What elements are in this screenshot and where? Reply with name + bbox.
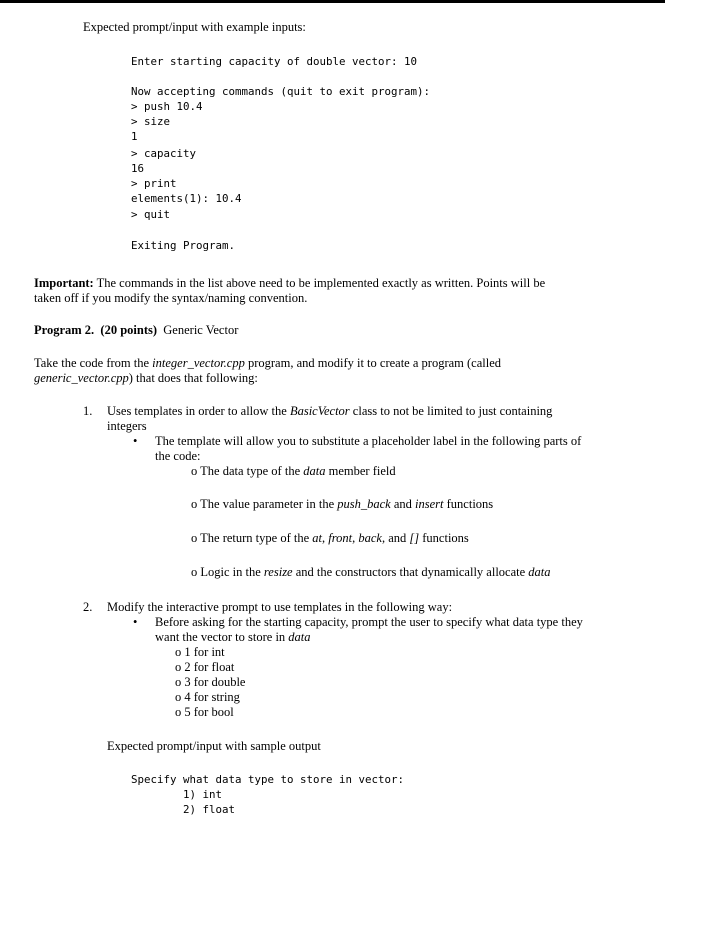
text: , and <box>381 531 410 545</box>
emphasis: back <box>358 531 382 545</box>
item-2-line-1: Modify the interactive prompt to use templates in the following way: <box>107 600 453 614</box>
list-number: 2. <box>83 600 93 614</box>
text: program, and modify it to create a program (called <box>244 356 502 370</box>
console-line: Exiting Program. <box>131 239 236 252</box>
take-code-line-2 <box>34 371 258 386</box>
option-item <box>175 690 240 705</box>
option-text: 5 for bool <box>184 705 234 719</box>
option-item <box>175 645 225 660</box>
text: functions <box>419 531 469 545</box>
text: member field <box>325 464 396 478</box>
program-2-label: Program 2. <box>34 323 95 337</box>
text: The value parameter in the <box>200 497 338 511</box>
class-name: BasicVector <box>289 404 350 418</box>
item-1-line-1 <box>107 404 552 419</box>
option-text: 1 for int <box>184 645 225 659</box>
program-2-title: Generic Vector <box>163 323 239 337</box>
console-line: > size <box>131 115 171 128</box>
sub-item-4 <box>191 565 551 580</box>
circle-bullet-icon: o <box>191 464 198 478</box>
console-line: > print <box>131 177 177 190</box>
circle-bullet-icon: o <box>191 531 198 545</box>
console-line: Enter starting capacity of double vector: 10 <box>131 55 418 68</box>
text: Logic in the <box>200 565 264 579</box>
important-line-2: taken off if you modify the syntax/naming convention. <box>34 291 308 305</box>
item-2-bullet-line-1: Before asking for the starting capacity, prompt the user to specify what data type they <box>155 615 583 629</box>
text: Take the code from the <box>34 356 153 370</box>
text: class to not be limited to just containing <box>349 404 553 418</box>
sub-item-1 <box>191 464 396 479</box>
list-number: 1. <box>83 404 93 418</box>
text: and <box>390 497 416 511</box>
console-line: Now accepting commands (quit to exit program): <box>131 85 431 98</box>
emphasis: push_back <box>337 497 391 511</box>
console-line: 2) float <box>131 803 236 816</box>
take-code-line-1 <box>34 356 501 371</box>
important-label: Important: <box>34 276 94 290</box>
circle-bullet-icon: o <box>175 660 182 674</box>
item-2-bullet-line-2 <box>155 630 311 645</box>
circle-bullet-icon: o <box>175 645 182 659</box>
option-item <box>175 660 234 675</box>
program-2-points: (20 points) <box>100 323 158 337</box>
text: , <box>322 531 329 545</box>
item-1-bullet-line-1: The template will allow you to substitute a placeholder label in the following parts of <box>155 434 582 448</box>
circle-bullet-icon: o <box>191 497 198 511</box>
file-name: generic_vector.cpp <box>34 371 129 385</box>
sub-item-3 <box>191 531 469 546</box>
text: The data type of the <box>200 464 304 478</box>
circle-bullet-icon: o <box>175 675 182 689</box>
option-text: 4 for string <box>184 690 240 704</box>
item-1-bullet-line-2: the code: <box>155 449 201 463</box>
file-name: integer_vector.cpp <box>152 356 245 370</box>
important-text-1: The commands in the list above need to be implemented exactly as written. Points will be <box>96 276 546 290</box>
text: want the vector to store in <box>155 630 289 644</box>
important-line-1 <box>34 276 545 291</box>
circle-bullet-icon: o <box>191 565 198 579</box>
emphasis: data <box>288 630 311 644</box>
console-line: elements(1): 10.4 <box>131 192 242 205</box>
option-item <box>175 675 245 690</box>
circle-bullet-icon: o <box>175 690 182 704</box>
bullet-icon: • <box>133 434 138 448</box>
emphasis: insert <box>415 497 444 511</box>
console-line: Specify what data type to store in vector: <box>131 773 405 786</box>
emphasis: data <box>528 565 551 579</box>
text: and the constructors that dynamically allocate <box>292 565 529 579</box>
console-line: > push 10.4 <box>131 100 203 113</box>
option-item <box>175 705 234 720</box>
console-line: 1) int <box>131 788 223 801</box>
console-line: 16 <box>131 162 145 175</box>
intro-heading: Expected prompt/input with example inputs: <box>83 20 306 34</box>
item-1-line-2: integers <box>107 419 147 433</box>
text: , <box>352 531 359 545</box>
console-line: > capacity <box>131 147 197 160</box>
bullet-icon: • <box>133 615 138 629</box>
text: functions <box>443 497 494 511</box>
emphasis: [] <box>409 531 420 545</box>
emphasis: resize <box>263 565 293 579</box>
text: ) that does that following: <box>128 371 258 385</box>
top-rule <box>0 0 665 3</box>
program-2-heading <box>34 323 238 338</box>
sub-item-2 <box>191 497 493 512</box>
expected-heading-2: Expected prompt/input with sample output <box>107 739 321 753</box>
emphasis: front <box>328 531 353 545</box>
console-line: 1 <box>131 130 138 143</box>
option-text: 2 for float <box>184 660 235 674</box>
text: Uses templates in order to allow the <box>107 404 290 418</box>
option-text: 3 for double <box>184 675 246 689</box>
console-line: > quit <box>131 208 171 221</box>
circle-bullet-icon: o <box>175 705 182 719</box>
emphasis: at <box>312 531 322 545</box>
text: The return type of the <box>200 531 313 545</box>
emphasis: data <box>303 464 326 478</box>
